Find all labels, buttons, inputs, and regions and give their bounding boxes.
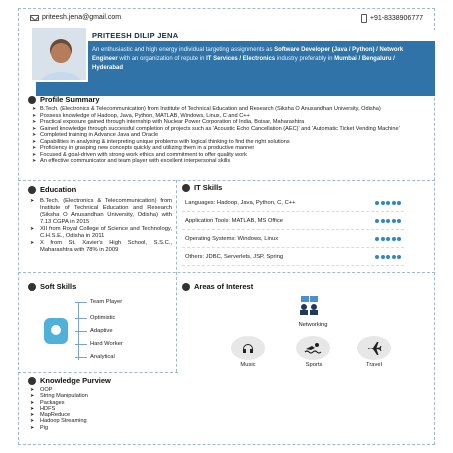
- email-text: priteesh.jena@gmail.com: [42, 14, 122, 21]
- list-item: ➤ XII from Royal College of Science and Technology, C.H.S.E., Odisha in 2011: [30, 226, 172, 240]
- music-icon: [231, 336, 265, 360]
- list-item: ➤ B.Tech. (Electronics & Telecommunication) from Institute of Technical Education and Research (Siksha O Anusandhan University, Odisha): [32, 106, 430, 113]
- soft-skill-item: Team Player: [80, 299, 122, 305]
- divider: [18, 180, 435, 181]
- envelope-icon: [30, 15, 39, 21]
- rating-dot: [392, 237, 396, 241]
- rating-dot: [381, 219, 385, 223]
- monitor-icon: [182, 184, 190, 192]
- rating-dot: [386, 201, 390, 205]
- rating-dot: [381, 255, 385, 259]
- divider: [176, 272, 177, 372]
- rating-dot: [386, 255, 390, 259]
- networking-icon: [298, 294, 320, 316]
- list-item: ➤ Pig: [30, 425, 88, 431]
- list-item: ➤ OOP: [30, 387, 88, 393]
- heart-icon: [182, 283, 190, 291]
- rating-dot: [375, 237, 379, 241]
- book-icon: [28, 377, 36, 385]
- rating-dot: [392, 255, 396, 259]
- profile-summary-heading: Profile Summary: [28, 95, 100, 104]
- rating-dot: [392, 201, 396, 205]
- skill-label: Languages: Hadoop, Java, Python, C, C++: [185, 199, 296, 206]
- phone-text: +91-8338906777: [369, 15, 423, 22]
- list-item: ➤ B.Tech. (Electronics & Telecommunication) from Institute of Technical Education and Research (Siksha O Anusandhan University, Odisha) with 7.13 CGPA in 2015: [30, 198, 172, 226]
- rating-dot: [392, 219, 396, 223]
- list-item: ➤ Focused & goal-driven with strong work ethics and commitment to offer quality work: [32, 152, 430, 159]
- skill-label: Operating Systems: Windows, Linux: [185, 235, 279, 242]
- divider: [18, 372, 178, 373]
- list-item: ➤ Completed training in Advance Java and Oracle: [32, 132, 430, 139]
- education-list: [30, 198, 172, 254]
- skill-rating: [375, 255, 401, 259]
- rating-dot: [381, 201, 385, 205]
- rating-dot: [375, 219, 379, 223]
- profile-summary-list: [32, 106, 430, 165]
- rating-dot: [375, 255, 379, 259]
- education-heading: Education: [28, 185, 76, 194]
- areas-of-interest-heading: Areas of Interest: [182, 282, 253, 291]
- rating-dot: [386, 237, 390, 241]
- rating-dot: [397, 255, 401, 259]
- graduation-cap-icon: [28, 186, 36, 194]
- list-item: ➤ Proficiency in grasping new concepts quickly and utilizing them in a productive manner: [32, 145, 430, 152]
- summary-text: An enthusiastic and high energy individual targeting assignments as Software Developer (Java / Python) / Network Engineer with an organization of repute in IT Services / Electronics industry preferably in Mumbai / Bengaluru / Hyderabad: [92, 47, 404, 71]
- it-skills-table: [182, 194, 404, 266]
- rating-dot: [381, 237, 385, 241]
- avatar: [30, 26, 88, 82]
- table-row: [182, 212, 404, 230]
- phone-row: [361, 14, 423, 23]
- list-item: ➤ Hadoop Streaming: [30, 418, 88, 424]
- email-row: [30, 14, 121, 21]
- interest-label: Networking: [298, 322, 328, 328]
- swimming-icon: [296, 336, 330, 360]
- soft-skills-heading: Soft Skills: [28, 282, 76, 291]
- interest-label: Music: [240, 362, 256, 368]
- soft-skill-item: Analytical: [80, 354, 115, 360]
- list-item: ➤ String Manipulation: [30, 393, 88, 399]
- list-item: ➤ An effective communicator and team player with excellent interpersonal skills: [32, 158, 430, 165]
- skill-rating: [375, 201, 401, 205]
- rating-dot: [386, 219, 390, 223]
- list-item: ➤ Packages: [30, 400, 88, 406]
- divider: [176, 180, 177, 280]
- list-item: ➤ MapReduce: [30, 412, 88, 418]
- table-row: [182, 248, 404, 266]
- knowledge-purview-list: [30, 387, 88, 431]
- list-item: ➤ Possess knowledge of Hadoop, Java, Python, MATLAB, Windows, Linux, C and C++: [32, 113, 430, 120]
- interest-label: Sports: [305, 362, 323, 368]
- people-icon: [28, 283, 36, 291]
- soft-skill-item: Optimistic: [80, 315, 115, 321]
- phone-icon: [361, 14, 367, 23]
- name-title: PRITEESH DILIP JENA: [92, 31, 179, 40]
- it-skills-heading: IT Skills: [182, 183, 222, 192]
- header-banner: [36, 30, 435, 96]
- rating-dot: [375, 201, 379, 205]
- list-item: ➤ HDFS: [30, 406, 88, 412]
- rating-dot: [397, 237, 401, 241]
- divider: [18, 272, 435, 273]
- skill-rating: [375, 219, 401, 223]
- airplane-icon: [357, 336, 391, 360]
- knowledge-purview-heading: Knowledge Purview: [28, 376, 111, 385]
- table-row: [182, 230, 404, 248]
- skill-label: Application Tools: MATLAB, MS Office: [185, 217, 283, 224]
- rating-dot: [397, 219, 401, 223]
- soft-skill-item: Adaptive: [80, 328, 113, 334]
- list-item: ➤ Gained knowledge through successful completion of projects such as 'Acoustic Echo Cancellation (AEC)' and 'Automatic Ticket Vending Machine': [32, 126, 430, 133]
- list-item: ➤ X from St. Xavier's High School, S.S.C., Maharashtra with 78% in 2009: [30, 240, 172, 254]
- list-item: ➤ Capabilities in analysing & interpreting unique problems with logical thinking to find the right solutions: [32, 139, 430, 146]
- table-row: [182, 194, 404, 212]
- skill-rating: [375, 237, 401, 241]
- soft-skills-bubble-icon: [44, 318, 68, 344]
- interest-label: Travel: [366, 362, 382, 368]
- skill-label: Others: JDBC, Serverlets, JSP, Spring: [185, 253, 284, 260]
- rating-dot: [397, 201, 401, 205]
- soft-skill-item: Hard Worker: [80, 341, 123, 347]
- person-icon: [28, 96, 36, 104]
- list-item: ➤ Practical exposure gained through internship with Nuclear Power Corporation of India, Boisar, Maharashtra: [32, 119, 430, 126]
